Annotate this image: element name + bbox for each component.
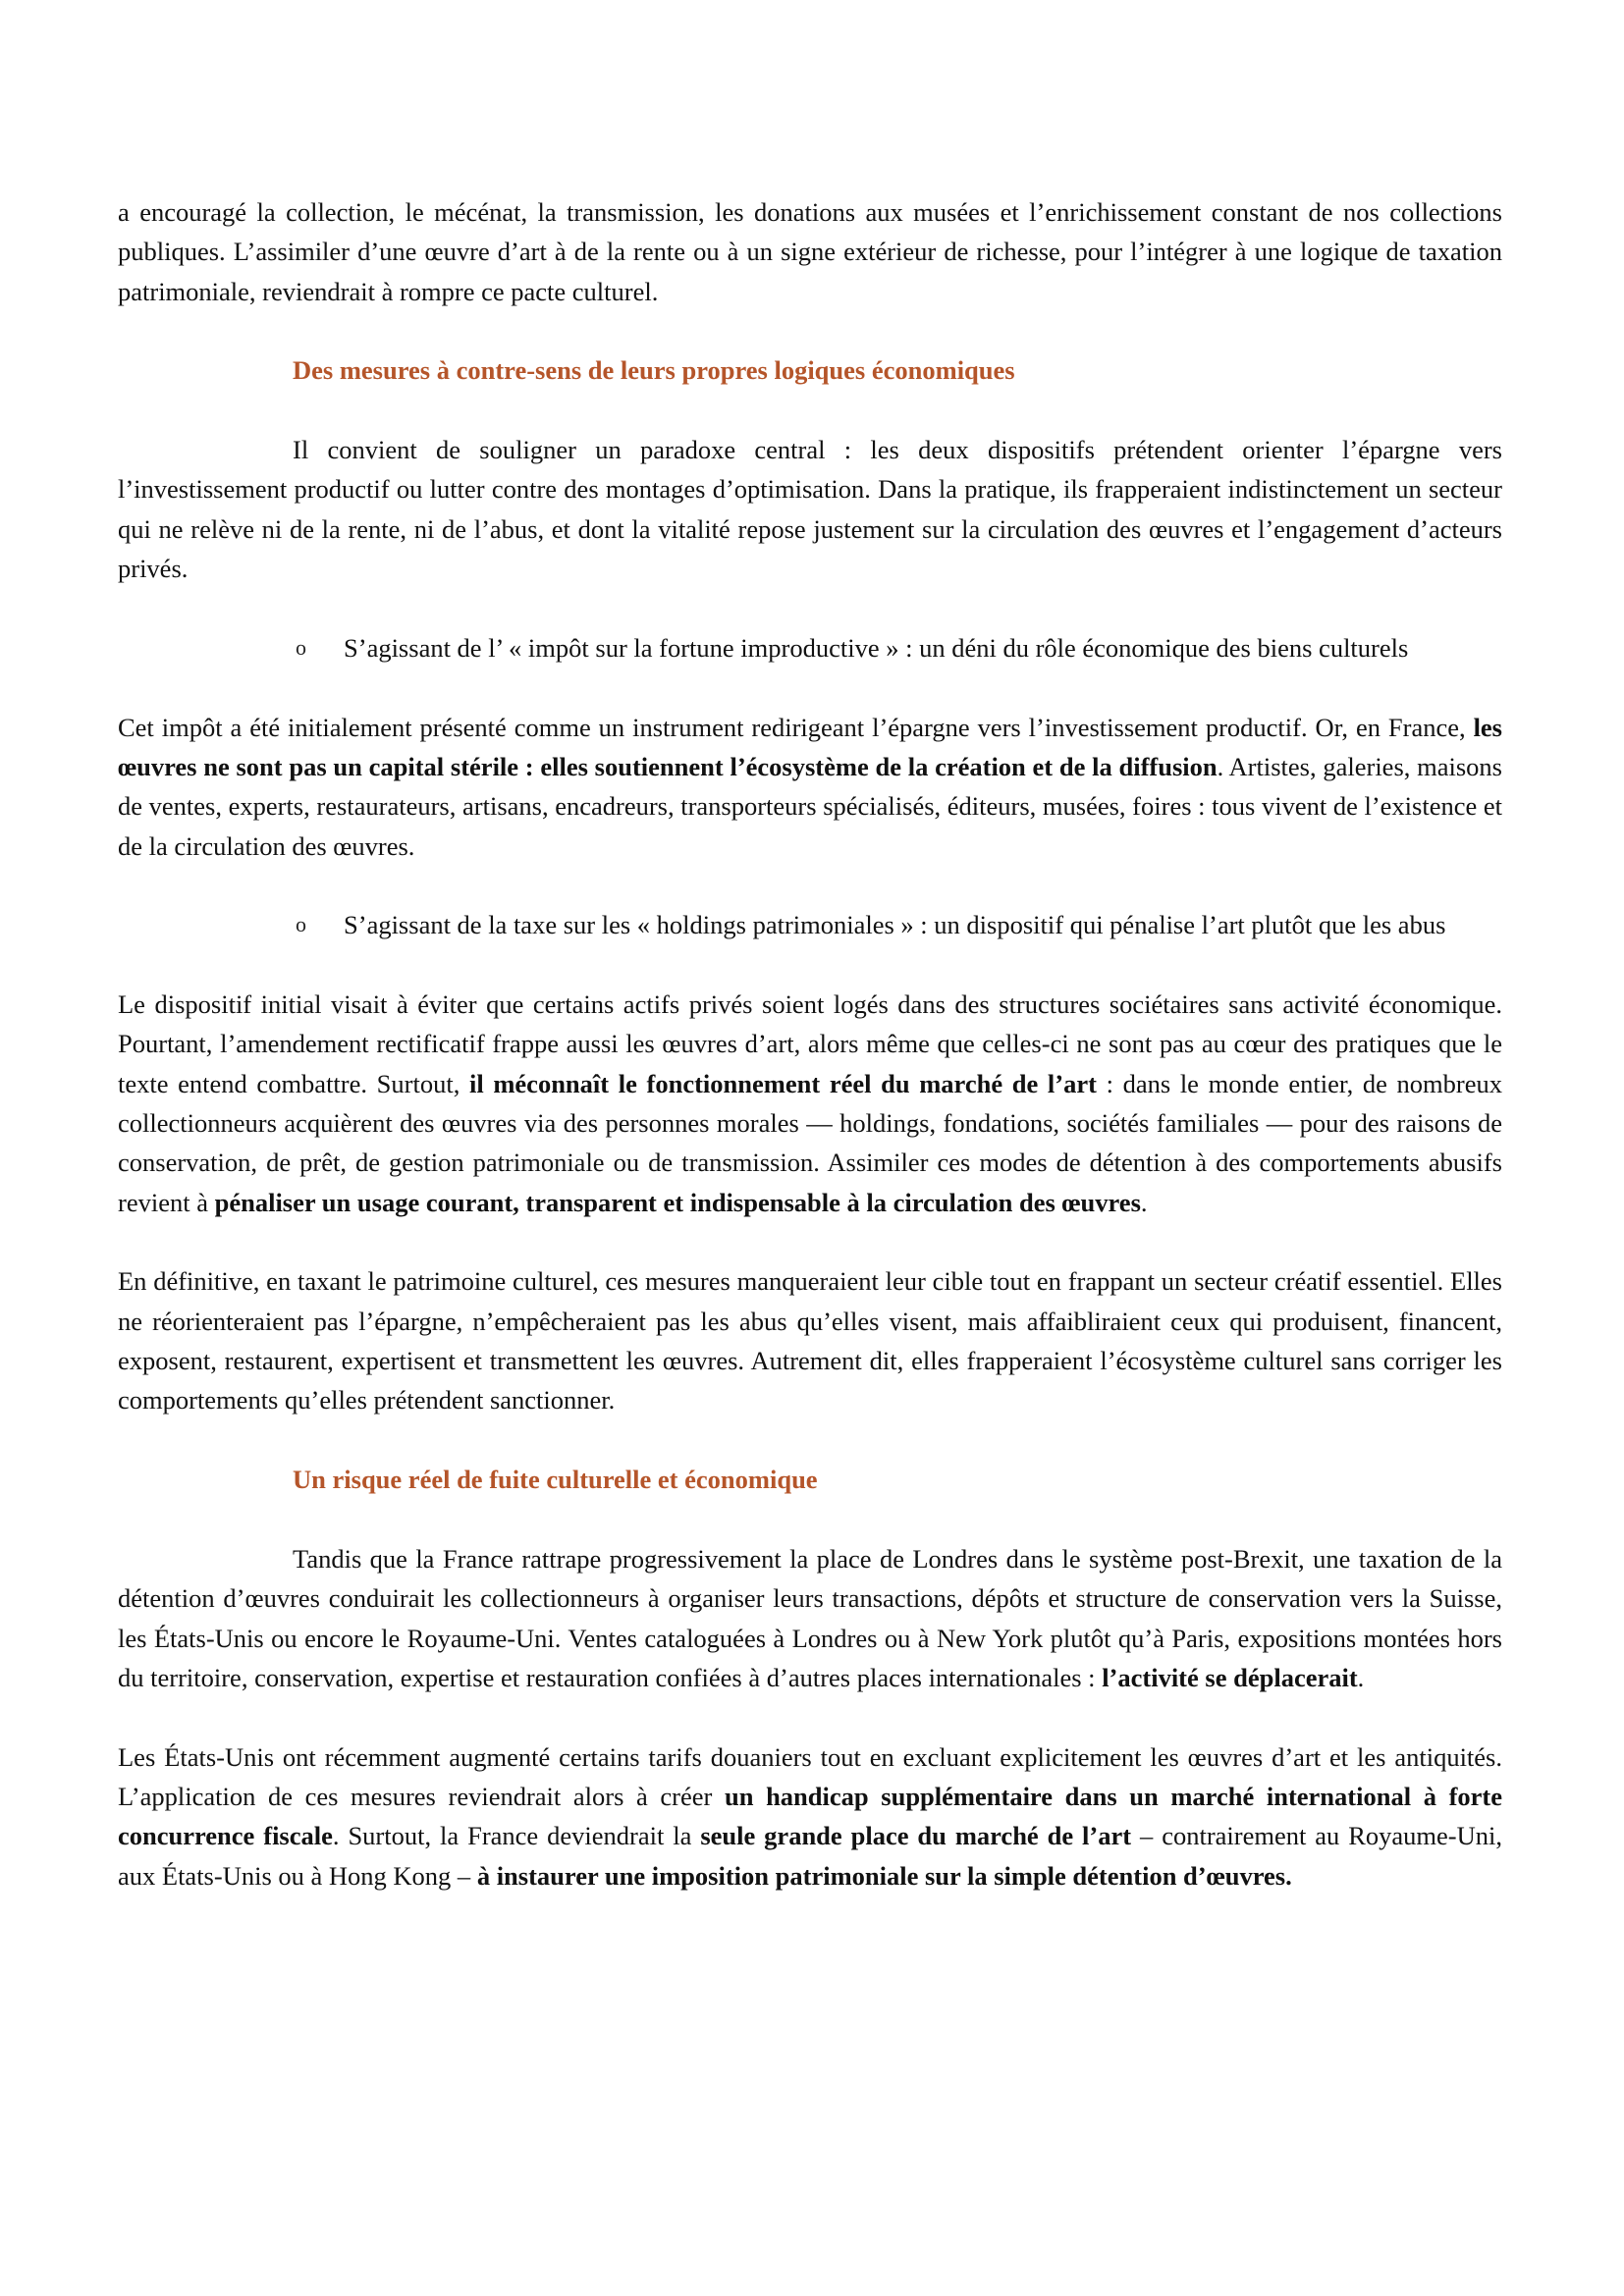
text-segment: a encouragé la collection, le mécénat, la transmission, les donations aux musées et l’enrichissement constant de nos collections publiques. L’assimiler d’une œuvre d’art à de la rente ou à un signe extérieur de richesse, pour l’intégrer à une logique de taxation patrimoniale, reviendrait à rompre ce pacte culturel.: [118, 197, 1502, 306]
bold-text-segment: seule grande place du marché de l’art: [700, 1821, 1132, 1851]
bullet-text: S’agissant de la taxe sur les « holdings patrimoniales » : un dispositif qui pénalise l’art plutôt que les abus: [344, 910, 1446, 940]
bullet-text: S’agissant de l’ « impôt sur la fortune improductive » : un déni du rôle économique des biens culturels: [344, 632, 1409, 663]
text-segment: Tandis que la France rattrape progressivement la place de Londres dans le système post-Brexit, une taxation de la détention d’œuvres conduirait les collectionneurs à organiser leurs transactions, dépôts et structure de conservation vers la Suisse, les États-Unis ou encore le Royaume-Uni. Ventes cataloguées à Londres ou à New York plutôt qu’à Paris, expositions montées hors du territoire, conservation, expertise et restauration confiées à d’autres places internationales :: [118, 1543, 1502, 1692]
text-segment: .: [1140, 1187, 1148, 1217]
paragraph-fortune-tax: [118, 708, 1502, 866]
text-segment: Le dispositif initial visait à éviter que certains actifs privés soient logés dans des structures sociétaires sans activité économique. Pourtant, l’amendement rectificatif frappe aussi les œuvres d’art, alors même que celles-ci ne sont pas au cœur des pratiques que le texte entend combattre. Surtout,: [118, 989, 1502, 1098]
bold-text-segment: un handicap supplémentaire dans un marché international à forte concurrence fiscale: [118, 1781, 1502, 1851]
hollow-circle-bullet-icon: o: [296, 912, 306, 937]
bullet-item-holdings-tax: [118, 905, 1502, 944]
paragraph-us-tariffs: [118, 1737, 1502, 1896]
text-segment: . Artistes, galeries, maisons de ventes, experts, restaurateurs, artisans, encadreurs, transporteurs spécialisés, éditeurs, musées, foires : tous vivent de l’existence et de la circulation des œuvres.: [118, 751, 1502, 861]
paragraph-post-brexit: [118, 1539, 1502, 1697]
text-segment: – contrairement au Royaume-Uni, aux États-Unis ou à Hong Kong –: [118, 1821, 1502, 1891]
bold-text-segment: pénaliser un usage courant, transparent et indispensable à la circulation des œuvres: [214, 1187, 1141, 1217]
bold-text-segment: à instaurer une imposition patrimoniale sur la simple détention d’œuvres.: [476, 1860, 1292, 1891]
hollow-circle-bullet-icon: o: [296, 634, 306, 660]
bold-text-segment: il méconnaît le fonctionnement réel du marché de l’art: [468, 1068, 1097, 1098]
paragraph-central-paradox: [118, 430, 1502, 588]
text-segment: : dans le monde entier, de nombreux collectionneurs acquièrent des œuvres via des personnes morales — holdings, fondations, sociétés familiales — pour des raisons de conservation, de prêt, de gestion patrimoniale ou de transmission. Assimiler ces modes de détention à des comportements abusifs revient à: [118, 1068, 1503, 1217]
paragraph-conclusion: [118, 1261, 1502, 1419]
paragraph-holdings-tax: [118, 985, 1502, 1222]
bullet-item-fortune-tax: [118, 628, 1502, 667]
section-heading-economic-logic: Des mesures à contre-sens de leurs propres logiques économiques: [293, 355, 1015, 386]
text-segment: . Surtout, la France deviendrait la: [332, 1821, 701, 1851]
text-segment: .: [1357, 1662, 1365, 1692]
text-segment: Cet impôt a été initialement présenté comme un instrument redirigeant l’épargne vers l’investissement productif. Or, en France,: [118, 712, 1474, 742]
text-segment: Il convient de souligner un paradoxe central : les deux dispositifs prétendent orienter l’épargne vers l’investissement productif ou lutter contre des montages d’optimisation. Dans la pratique, ils frapperaient indistinctement un secteur qui ne relève ni de la rente, ni de l’abus, et dont la vitalité repose justement sur la circulation des œuvres et l’engagement d’acteurs privés.: [118, 435, 1502, 584]
bold-text-segment: l’activité se déplacerait: [1102, 1662, 1358, 1692]
document-page: [118, 192, 1502, 1935]
text-segment: Les États-Unis ont récemment augmenté certains tarifs douaniers tout en excluant explicitement les œuvres d’art et les antiquités. L’application de ces mesures reviendrait alors à créer: [118, 1741, 1502, 1811]
paragraph-cultural-pact: [118, 192, 1502, 311]
bold-text-segment: les œuvres ne sont pas un capital stérile : elles soutiennent l’écosystème de la création et de la diffusion: [118, 712, 1502, 781]
text-segment: En définitive, en taxant le patrimoine culturel, ces mesures manqueraient leur cible tout en frappant un secteur créatif essentiel. Elles ne réorienteraient pas l’épargne, n’empêcheraient pas les abus qu’elles visent, mais affaibliraient ceux qui produisent, financent, exposent, restaurent, expertisent et transmettent les œuvres. Autrement dit, elles frapperaient l’écosystème culturel sans corriger les comportements qu’elles prétendent sanctionner.: [118, 1266, 1502, 1415]
section-heading-cultural-flight: Un risque réel de fuite culturelle et économique: [293, 1465, 818, 1495]
